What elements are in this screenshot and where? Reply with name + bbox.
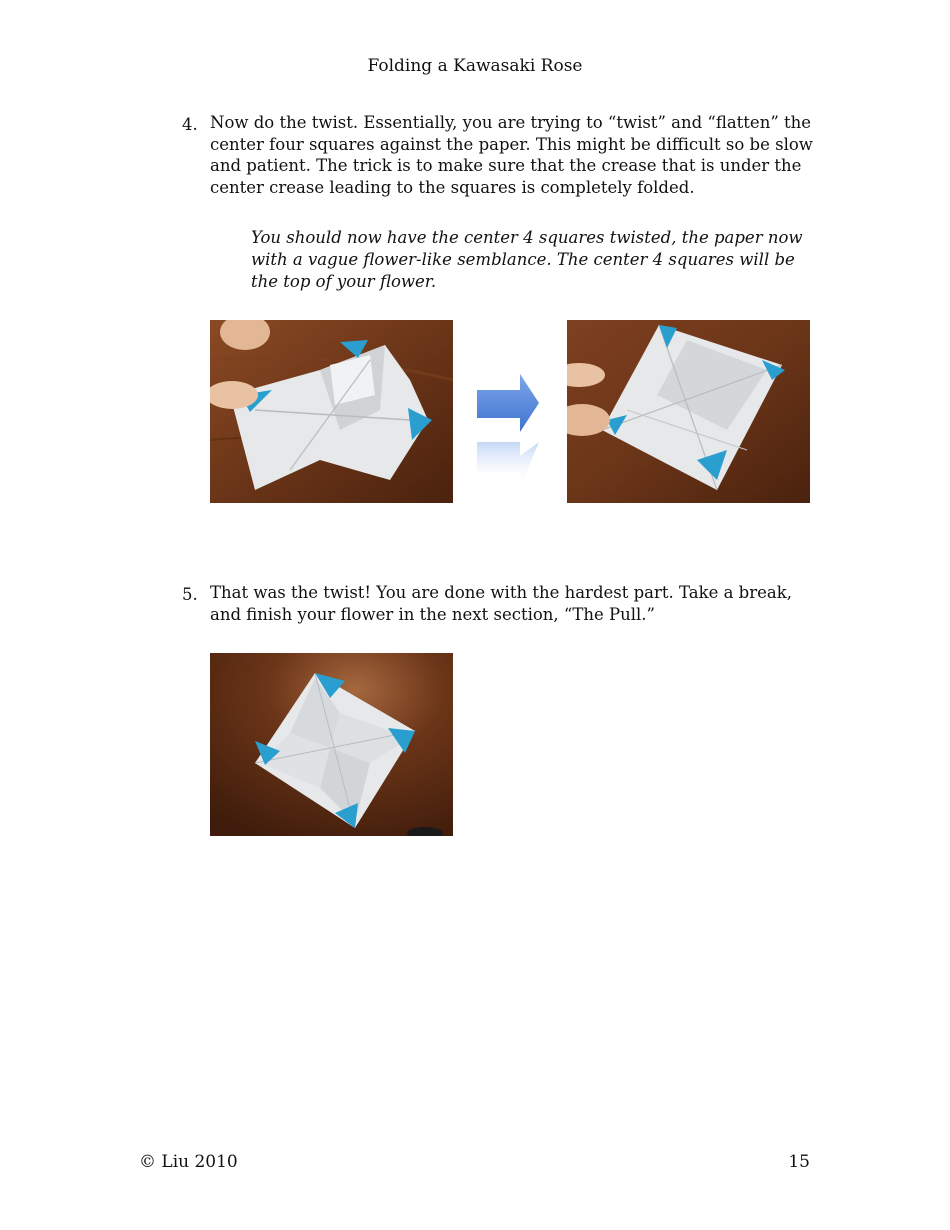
step-5-number: 5.: [182, 585, 198, 604]
arrow-right-icon: [476, 372, 540, 490]
photo-twisting-paper: [210, 320, 453, 503]
photo-finished-twist: [210, 653, 453, 836]
footer-copyright: © Liu 2010: [139, 1152, 238, 1172]
step-4-text: Now do the twist. Essentially, you are trying to “twist” and “flatten” the center four squares against the paper. This might be difficult so be slow and patient. The trick is to make sure that the crease that is under the center crease leading to the squares is completely folded.: [210, 113, 813, 197]
step-4-note: You should now have the center 4 squares twisted, the paper now with a vague flower-like semblance. The center 4 squares will be the top of your flower.: [251, 228, 803, 291]
photo-flattened-twist: [567, 320, 810, 503]
footer-page-number: 15: [788, 1152, 810, 1172]
step-5-text: That was the twist! You are done with the hardest part. Take a break, and finish your flower in the next section, “The Pull.”: [210, 583, 792, 624]
step-4-number: 4.: [182, 115, 198, 134]
page-header-title: Folding a Kawasaki Rose: [367, 56, 583, 76]
